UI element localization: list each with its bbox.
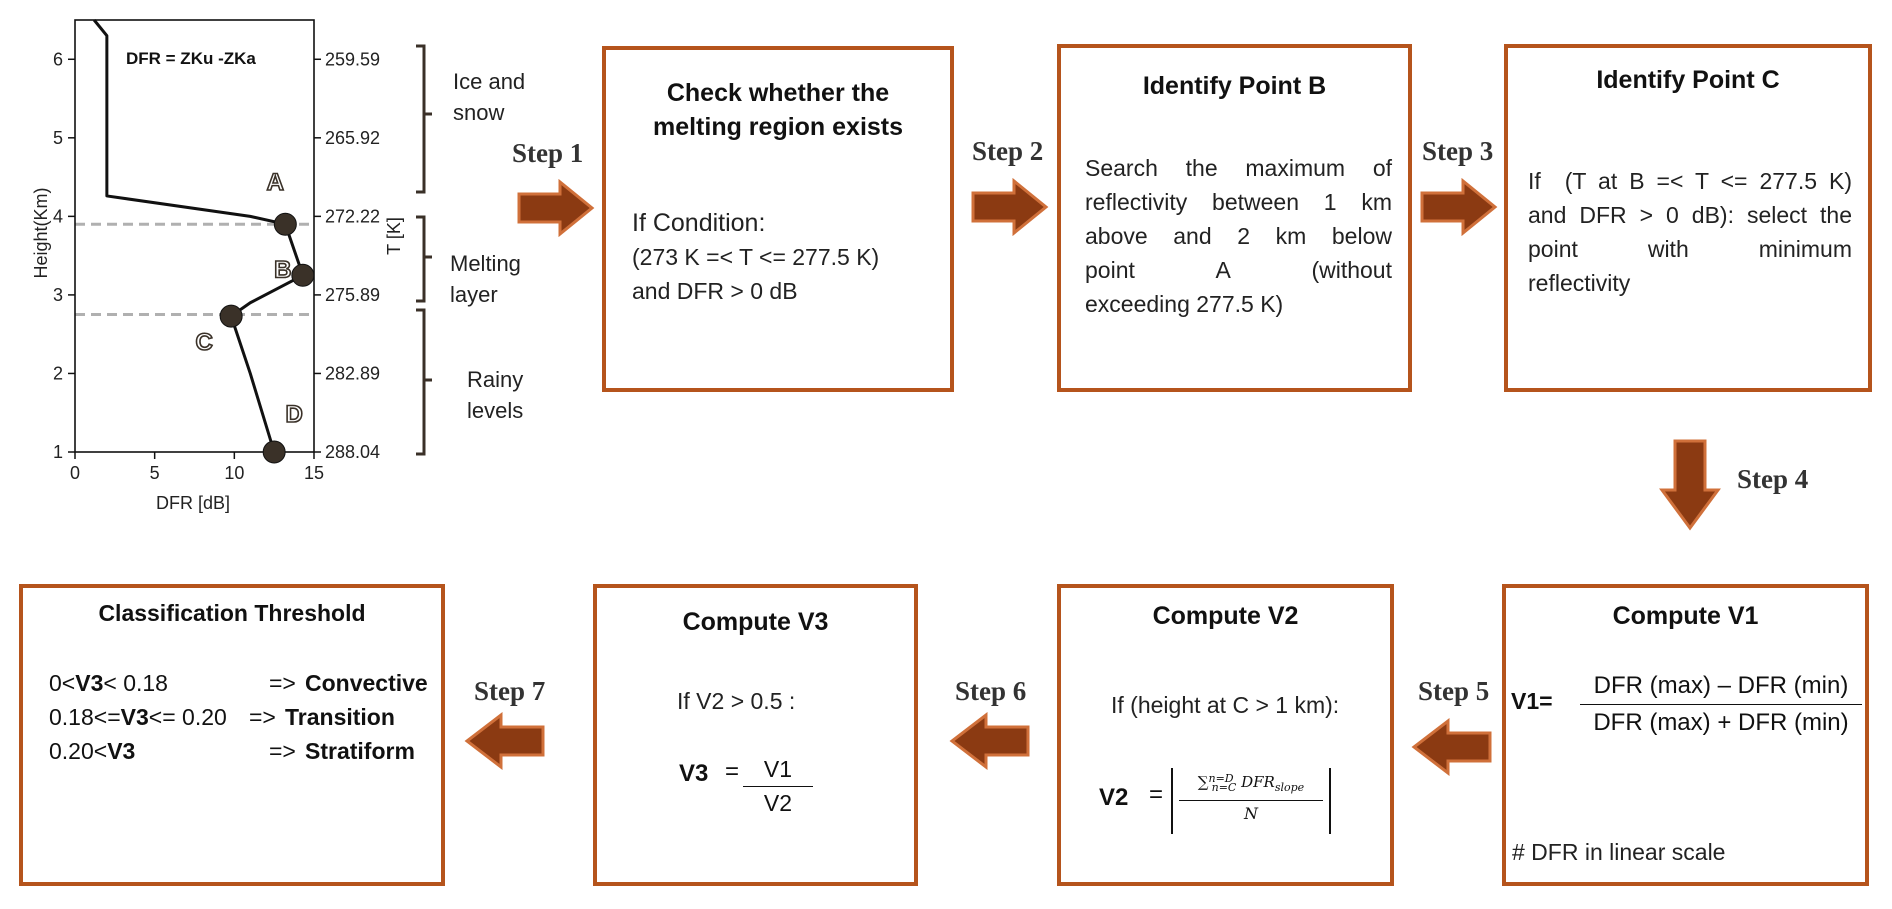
step3-arrow	[1419, 178, 1499, 236]
v2-equals: =	[1149, 781, 1164, 808]
v3-fraction	[743, 756, 813, 817]
step2-body	[1085, 151, 1392, 321]
step7-box	[19, 584, 445, 886]
y-axis-label: Height(Km)	[31, 187, 51, 279]
row-convective-post: < 0.18	[103, 670, 168, 696]
dfr-profile-line-0	[94, 20, 303, 452]
step1-title: Check whether the melting region exists	[652, 79, 904, 141]
x-tick-label-0: 0	[69, 463, 81, 483]
v3-title: Compute V3	[682, 608, 829, 636]
x-tick-label-5: 5	[149, 463, 160, 483]
rainy-label: Rainy levels	[467, 367, 524, 423]
y-tick-label-3: 3	[52, 284, 63, 305]
step2-line2: reflectivity between 1 km	[1085, 189, 1392, 215]
y-tick-label-4: 4	[52, 206, 63, 227]
y-tick-label-1: 1	[52, 442, 63, 462]
step2-line3: above and 2 km below	[1085, 223, 1392, 249]
v2-dfr-term: DFR	[1241, 773, 1275, 791]
step1-body	[632, 206, 942, 308]
v2-sum-symbol: ∑	[1197, 773, 1209, 791]
step2-arrow	[970, 178, 1050, 236]
plot-frame	[75, 20, 314, 452]
ice-snow-brace	[414, 44, 438, 194]
step5-arrow	[1410, 718, 1494, 776]
point-label-b: B	[274, 256, 292, 284]
step2-line1: Search the maximum of	[1085, 155, 1392, 181]
v3-lhs: V3	[679, 760, 709, 787]
step4-box	[1502, 584, 1869, 886]
point-label-a: A	[266, 169, 284, 197]
step2-line5: exceeding 277.5 K)	[1085, 291, 1284, 317]
row-transition-var: V3	[120, 704, 149, 730]
point-label-d: D	[285, 401, 303, 428]
rainy-brace	[414, 308, 438, 456]
step5-label: Step 5	[1418, 676, 1490, 706]
step2-line4: point A (without	[1085, 257, 1392, 283]
v1-title: Compute V1	[1612, 602, 1759, 630]
row-stratiform-arrow: =>	[269, 738, 296, 764]
dfr-annotation: DFR = ZKu -ZKa	[126, 49, 256, 68]
y2-tick-label-275.89: 275.89	[325, 284, 381, 305]
step1-box	[602, 46, 954, 392]
point-c	[220, 305, 242, 327]
step5-box	[1057, 584, 1394, 886]
v1-note: # DFR in linear scale	[1512, 839, 1726, 865]
step3-box	[1504, 44, 1872, 392]
row-transition-arrow: =>	[249, 704, 276, 730]
point-d	[263, 441, 285, 463]
point-label-c: C	[195, 329, 213, 357]
y-tick-label-5: 5	[52, 127, 63, 148]
y2-tick-label-259.59: 259.59	[325, 49, 381, 70]
step7-arrow	[463, 712, 547, 770]
step1-arrow	[516, 179, 596, 237]
step1-label: Step 1	[512, 138, 584, 168]
v1-fraction	[1576, 672, 1866, 737]
row-transition-post: <= 0.20	[148, 704, 227, 730]
point-a	[274, 213, 296, 235]
chart-series	[94, 20, 303, 452]
x-tick-label-15: 15	[303, 463, 325, 483]
v1-lhs: V1=	[1511, 688, 1553, 714]
y-tick-label-6: 6	[52, 49, 63, 70]
y2-axis-label: T [K]	[384, 217, 404, 255]
row-convective-class: Convective	[305, 670, 428, 696]
step3-body	[1528, 164, 1852, 300]
x-axis-label: DFR [dB]	[155, 493, 231, 513]
step3-line2: and DFR > 0 dB): select the	[1528, 202, 1852, 228]
y2-tick-label-288.04: 288.04	[325, 442, 381, 462]
step3-title: Identify Point C	[1596, 66, 1780, 94]
chart-ticks	[53, 49, 380, 483]
step3-line1: If (T at B =< T <= 277.5 K)	[1528, 168, 1852, 194]
v3-numerator: V1	[763, 756, 793, 782]
step2-label: Step 2	[972, 136, 1044, 166]
ice-snow-label: Ice and snow	[453, 69, 526, 125]
v2-sum-upper: n=D	[1208, 772, 1234, 785]
y-tick-label-2: 2	[52, 363, 63, 384]
row-transition	[49, 700, 439, 734]
row-convective-var: V3	[75, 670, 104, 696]
row-convective	[49, 666, 439, 700]
step4-arrow	[1658, 438, 1722, 532]
row-stratiform-pre: 0.20<	[49, 738, 108, 764]
v2-title: Compute V2	[1152, 602, 1299, 630]
point-b	[292, 264, 314, 286]
row-stratiform-var: V3	[107, 738, 136, 764]
step7-label: Step 7	[474, 676, 546, 706]
v2-denominator: N	[1244, 804, 1258, 823]
v2-abs-left	[1171, 768, 1173, 834]
step1-dfr-condition: and DFR > 0 dB	[632, 278, 798, 304]
x-tick-label-10: 10	[224, 463, 245, 483]
row-convective-pre: 0<	[49, 670, 76, 696]
step6-arrow	[948, 712, 1032, 770]
v1-numerator: DFR (max) – DFR (min)	[1593, 672, 1849, 699]
v2-numerator	[1177, 772, 1325, 794]
row-transition-class: Transition	[285, 704, 395, 730]
y2-tick-label-282.89: 282.89	[325, 363, 381, 384]
classification-rows	[49, 666, 439, 768]
step4-label: Step 4	[1737, 464, 1809, 494]
step2-box	[1057, 44, 1412, 392]
melting-brace	[414, 215, 438, 303]
v2-abs-right	[1329, 768, 1331, 834]
row-convective-arrow: =>	[269, 670, 296, 696]
step6-box	[593, 584, 918, 886]
row-transition-pre: 0.18<=	[49, 704, 121, 730]
classification-title: Classification Threshold	[98, 600, 366, 626]
dfr-profile-chart	[0, 0, 470, 520]
v2-fraction-bar	[1179, 800, 1323, 801]
v2-condition: If (height at C > 1 km):	[1111, 692, 1340, 718]
melting-label: Melting layer	[450, 251, 521, 307]
v3-equals: =	[725, 758, 740, 785]
v3-denominator: V2	[763, 790, 793, 816]
step2-title: Identify Point B	[1142, 72, 1327, 100]
step6-label: Step 6	[955, 676, 1027, 706]
v2-sum-lower: n=C	[1211, 781, 1237, 794]
step1-temp-range: (273 K =< T <= 277.5 K)	[632, 244, 880, 270]
v2-slope-subscript: slope	[1274, 781, 1305, 794]
step3-label: Step 3	[1422, 136, 1494, 166]
y2-tick-label-265.92: 265.92	[325, 127, 381, 148]
row-stratiform	[49, 734, 439, 768]
v1-denominator: DFR (max) + DFR (min)	[1593, 709, 1849, 736]
chart-points	[195, 169, 313, 463]
v3-condition: If V2 > 0.5 :	[677, 688, 796, 714]
step3-line4: reflectivity	[1528, 270, 1631, 296]
y2-tick-label-272.22: 272.22	[325, 206, 381, 227]
step3-line3: point with minimum	[1528, 236, 1852, 262]
row-stratiform-class: Stratiform	[305, 738, 415, 764]
step1-condition-label: If Condition:	[632, 209, 766, 237]
v2-lhs: V2	[1099, 784, 1129, 811]
